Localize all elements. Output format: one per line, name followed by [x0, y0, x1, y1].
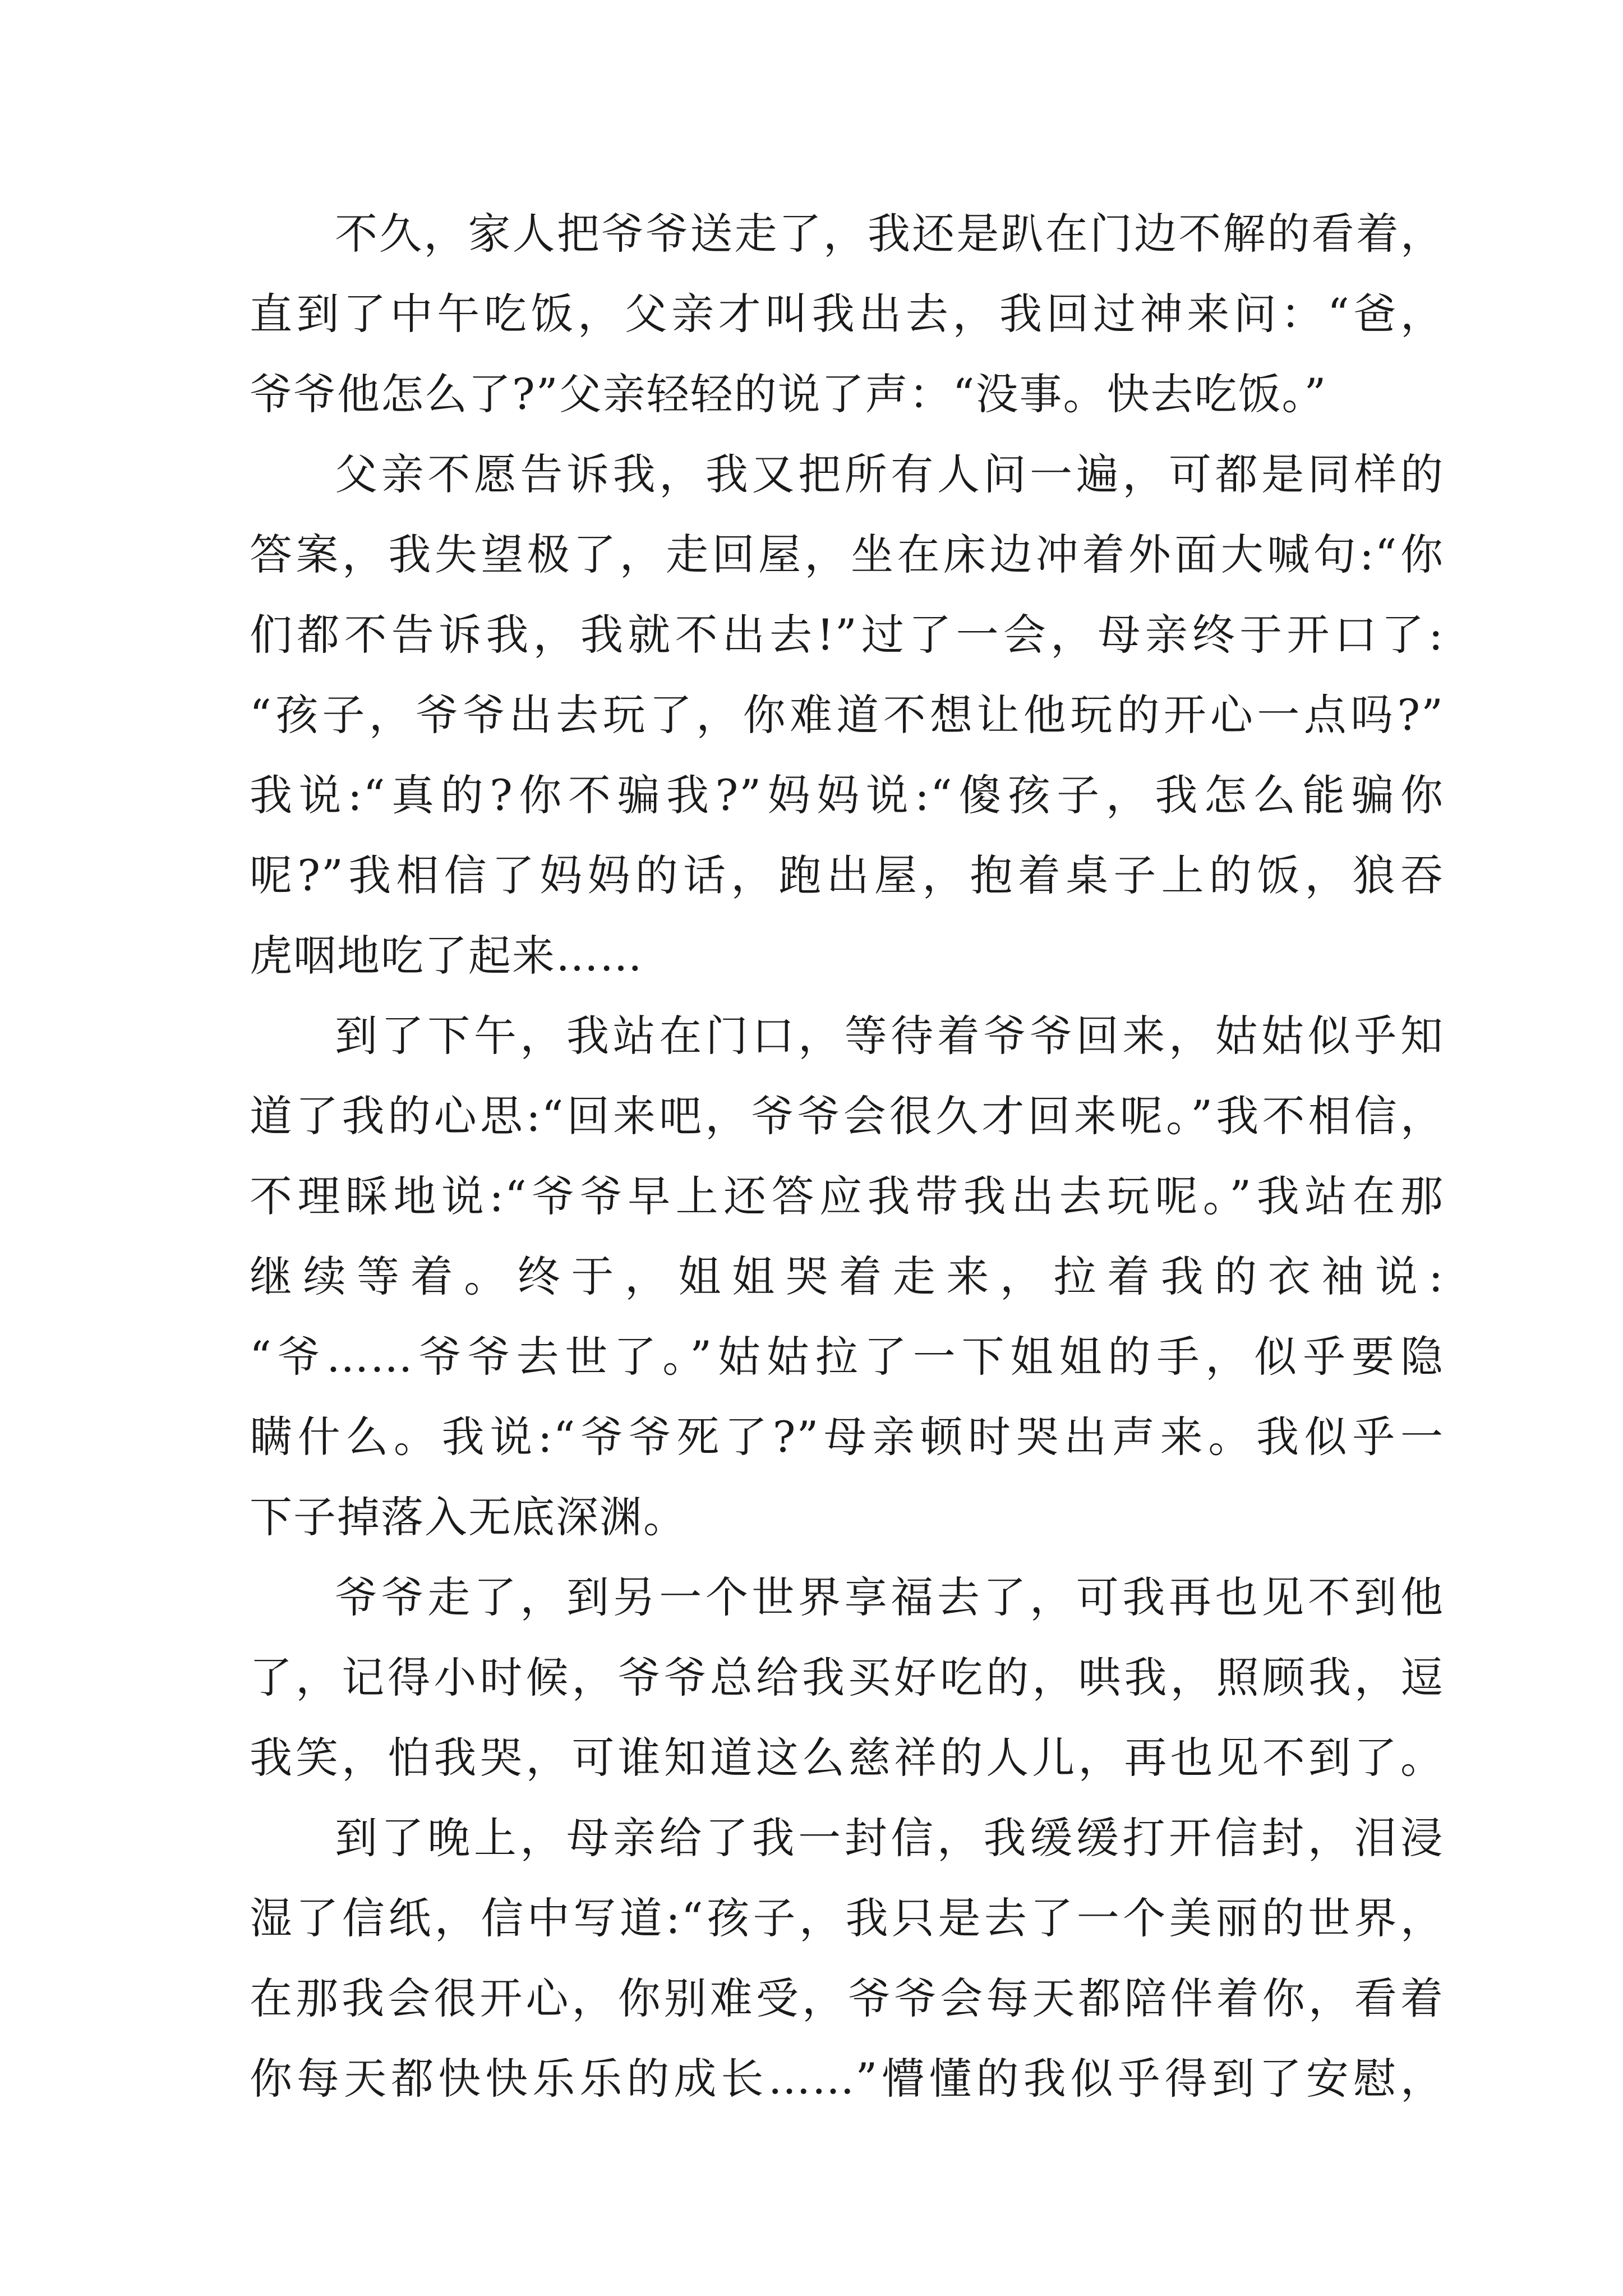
text-line: 们都不告诉我，我就不出去!”过了一会，母亲终于开口了:	[250, 610, 1444, 660]
text-line: “孩子，爷爷出去玩了，你难道不想让他玩的开心一点吗?”	[250, 690, 1444, 740]
text-line: 在那我会很开心，你别难受，爷爷会每天都陪伴着你，看着	[250, 1973, 1444, 2023]
paragraph-1	[250, 194, 1444, 434]
text-line: 下子掉落入无底深渊。	[250, 1492, 687, 1542]
text-line: 不理睬地说:“爷爷早上还答应我带我出去玩呢。”我站在那	[250, 1171, 1444, 1221]
body-text	[250, 194, 1444, 2119]
text-line: 我笑，怕我哭，可谁知道这么慈祥的人儿，再也见不到了。	[250, 1733, 1444, 1783]
text-line: 瞒什么。我说:“爷爷死了?”母亲顿时哭出声来。我似乎一	[250, 1412, 1444, 1462]
text-line: 道了我的心思:“回来吧，爷爷会很久才回来呢。”我不相信，	[250, 1091, 1444, 1141]
text-line: 了，记得小时候，爷爷总给我买好吃的，哄我，照顾我，逗	[250, 1653, 1444, 1703]
text-line: 湿了信纸，信中写道:“孩子，我只是去了一个美丽的世界，	[250, 1893, 1444, 1943]
text-line: 直到了中午吃饭，父亲才叫我出去，我回过神来问：“爸，	[250, 289, 1444, 339]
text-line: 你每天都快快乐乐的成长……”懵懂的我似乎得到了安慰，	[250, 2054, 1444, 2104]
paragraph-4	[250, 1557, 1444, 1798]
text-line: 我说:“真的?你不骗我?”妈妈说:“傻孩子，我怎么能骗你	[250, 770, 1444, 820]
text-line: 爷爷走了，到另一个世界享福去了，可我再也见不到他	[335, 1572, 1444, 1622]
text-line: 到了晚上，母亲给了我一封信，我缓缓打开信封，泪浸	[335, 1813, 1444, 1863]
paragraph-5	[250, 1798, 1444, 2119]
text-line: 父亲不愿告诉我，我又把所有人问一遍，可都是同样的	[335, 449, 1444, 499]
text-line: 答案，我失望极了，走回屋，坐在床边冲着外面大喊句:“你	[250, 530, 1444, 579]
text-line: “爷……爷爷去世了。”姑姑拉了一下姐姐的手，似乎要隐	[250, 1332, 1444, 1382]
text-line: 爷爷他怎么了?”父亲轻轻的说了声：“没事。快去吃饭。”	[250, 369, 1327, 419]
paragraph-2	[250, 434, 1444, 996]
text-line: 继续等着。终于，姐姐哭着走来，拉着我的衣袖说:	[250, 1251, 1444, 1301]
text-line: 到了下午，我站在门口，等待着爷爷回来，姑姑似乎知	[335, 1011, 1444, 1061]
text-line: 不久，家人把爷爷送走了，我还是趴在门边不解的看着，	[335, 209, 1444, 259]
text-line: 呢?”我相信了妈妈的话，跑出屋，抱着桌子上的饭，狼吞	[250, 850, 1444, 900]
text-line: 虎咽地吃了起来……	[250, 931, 643, 981]
paragraph-3	[250, 996, 1444, 1557]
